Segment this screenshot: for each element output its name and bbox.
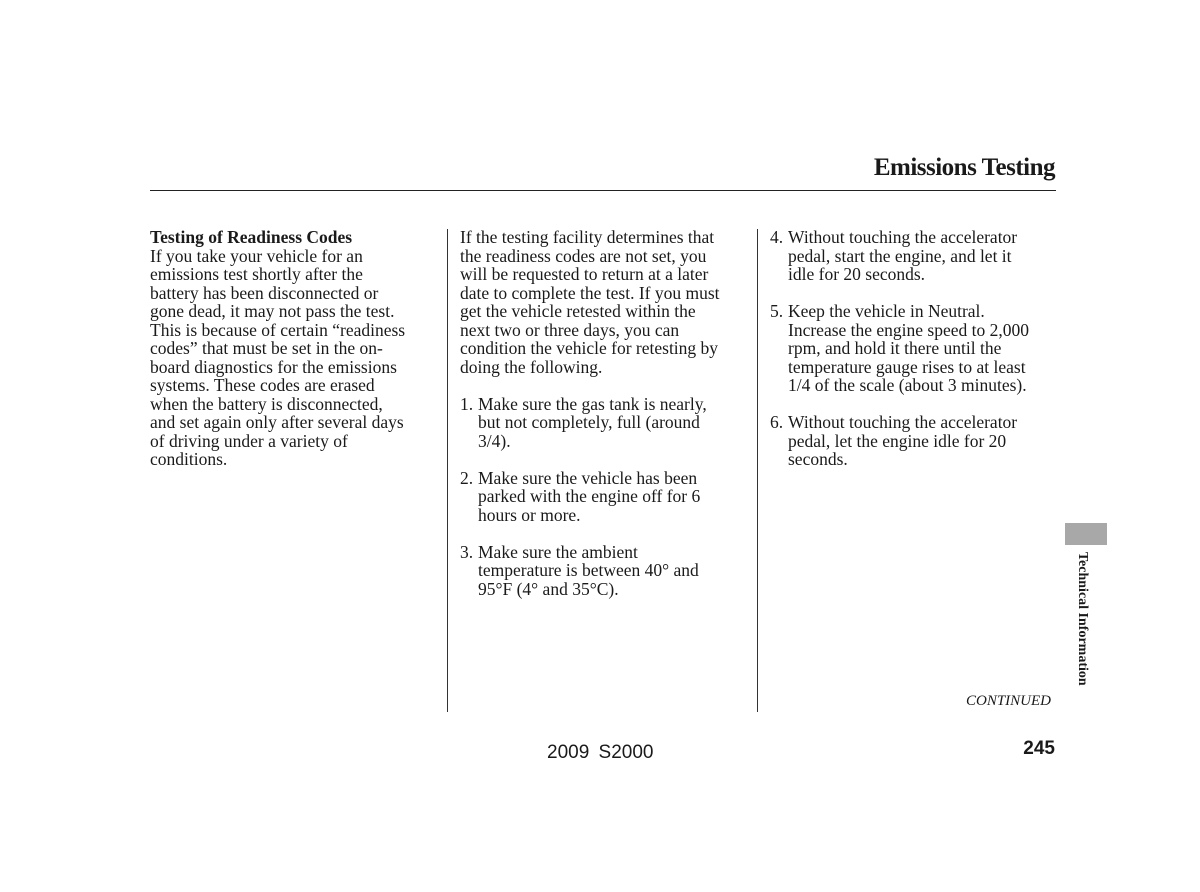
step-text [788,302,1029,395]
text-line: 95°F (4° and 35°C). [478,578,619,599]
text-line: This is because of certain “readiness [150,319,406,340]
step-number: 2. [460,467,474,488]
step-text [788,228,1017,284]
text-line: Make sure the ambient [478,541,638,562]
text-line: gone dead, it may not pass the test. [150,301,395,321]
step-number: 1. [460,393,474,414]
text-line: Without touching the accelerator [788,227,1018,247]
step-text [478,543,699,599]
title-rule [150,190,1056,191]
column-1 [150,228,440,469]
page-number: 245 [1023,738,1055,759]
text-line: temperature gauge rises to at least [788,356,1026,377]
text-line: codes” that must be set in the on- [150,338,383,358]
step-item [770,302,1060,395]
text-line: when the battery is disconnected, [150,393,383,414]
text-line: battery has been disconnected or [150,282,379,303]
text-line: of driving under a variety of [150,430,348,451]
footer-model: 2009 S2000 [547,742,654,763]
text-line: will be requested to return at a later [460,264,709,284]
step-item [460,395,752,451]
text-line: Make sure the gas tank is nearly, [478,393,707,414]
text-line: systems. These codes are erased [150,375,375,395]
text-line: doing the following. [460,356,603,377]
text-line: temperature is between 40° and [478,560,699,580]
section-tab-label: Technical Information [1075,552,1090,686]
column-3 [770,228,1060,469]
text-line: 1/4 of the scale (about 3 minutes). [788,375,1027,395]
section-tab-marker [1065,523,1107,545]
continued-label: CONTINUED [966,693,1052,709]
step-text [788,413,1017,469]
step-item [770,413,1060,469]
text-line: Keep the vehicle in Neutral. [788,301,985,321]
text-line: the readiness codes are not set, you [460,245,707,266]
step-number: 6. [770,412,784,432]
paragraph [150,247,440,469]
text-line: Make sure the vehicle has been [478,467,698,488]
text-line: If the testing facility determines that [460,227,715,247]
text-line: Increase the engine speed to 2,000 [788,319,1030,340]
step-text [478,469,700,525]
column-divider [447,229,448,712]
text-line: date to complete the test. If you must [460,282,720,303]
text-line: and set again only after several days [150,412,404,432]
text-line: Without touching the accelerator [788,412,1018,432]
text-line: but not completely, full (around [478,412,700,432]
section-heading: Testing of Readiness Codes [150,227,353,247]
text-line: pedal, start the engine, and let it [788,245,1012,266]
step-number: 3. [460,541,474,562]
text-line: 3/4). [478,430,511,451]
text-line: pedal, let the engine idle for 20 [788,430,1007,451]
text-line: If you take your vehicle for an [150,245,363,266]
step-number: 5. [770,301,784,321]
text-line: board diagnostics for the emissions [150,356,397,377]
column-2 [460,228,752,598]
page-title: Emissions Testing [873,154,1055,181]
text-line: hours or more. [478,504,581,525]
text-line: get the vehicle retested within the [460,301,696,321]
text-line: parked with the engine off for 6 [478,486,701,506]
intro-paragraph [460,228,752,376]
text-line: idle for 20 seconds. [788,264,926,284]
step-item [460,543,752,599]
text-line: condition the vehicle for retesting by [460,338,719,358]
text-line: conditions. [150,449,228,469]
column-divider [757,229,758,712]
text-line: seconds. [788,449,848,469]
step-text [478,395,707,451]
text-line: next two or three days, you can [460,319,680,340]
text-line: emissions test shortly after the [150,264,363,284]
step-item [770,228,1060,284]
step-number: 4. [770,227,784,247]
step-item [460,469,752,525]
text-line: rpm, and hold it there until the [788,338,1002,358]
